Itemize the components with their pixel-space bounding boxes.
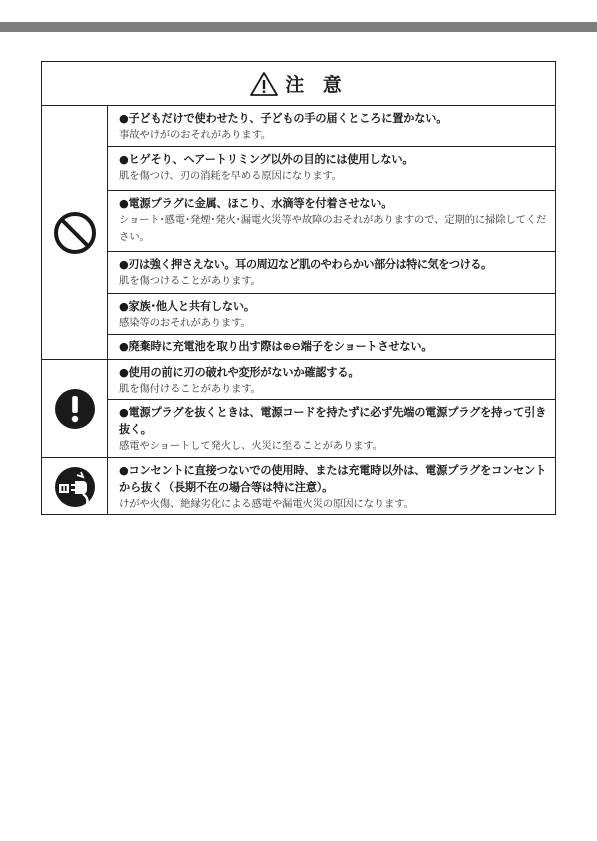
mandatory-group [42, 360, 555, 458]
list-item [108, 294, 555, 335]
item-title: ●家族･他人と共有しない。 [119, 300, 255, 313]
exclamation-mandatory-icon [53, 387, 97, 431]
unplug-group [42, 458, 555, 515]
list-item [108, 106, 555, 147]
top-gray-bar [0, 22, 597, 32]
prohibited-group [42, 106, 555, 360]
item-title: ●電源プラグに金属、ほこり、水滴等を付着させない。 [119, 197, 393, 210]
item-desc: 感電やショートして発火し、火災に至ることがあります。 [119, 440, 383, 452]
list-item [108, 252, 555, 294]
notice-header [42, 62, 555, 106]
notice-title: 注 意 [285, 74, 348, 96]
item-desc: 感染等のおそれがあります。 [119, 317, 251, 329]
warning-triangle-icon [249, 71, 279, 97]
unplug-icon [53, 465, 97, 509]
caution-notice-box [41, 61, 556, 515]
item-desc: ショート･感電･発煙･発火･漏電火災等や故障のおそれがありますので、定期的に掃除してください。 [119, 214, 547, 243]
mandatory-icon-cell [42, 360, 108, 457]
list-item [108, 335, 555, 359]
prohibition-icon [52, 210, 98, 256]
unplug-icon-cell [42, 458, 108, 515]
item-desc: 事故やけがのおそれがあります。 [119, 129, 272, 141]
item-desc: 肌を傷つけることがあります。 [119, 275, 261, 287]
list-item [108, 360, 555, 400]
list-item [108, 458, 555, 515]
item-title: ●使用の前に刃の破れや変形がないか確認する。 [119, 366, 360, 379]
list-item [108, 400, 555, 457]
list-item [108, 147, 555, 191]
item-desc: 肌を傷つけ、刃の消耗を早める原因になります。 [119, 170, 342, 182]
item-title: ●コンセントに直接つないでの使用時、または充電時以外は、電源プラグをコンセントから抜く（長期不在の場合等は特に注意）。 [119, 464, 547, 494]
item-title: ●電源プラグを抜くときは、電源コードを持たずに必ず先端の電源プラグを持って引き抜く。 [119, 406, 547, 436]
item-title: ●ヒゲそり、ヘアートリミング以外の目的には使用しない。 [119, 153, 414, 166]
item-title: ●廃棄時に充電池を取り出す際は⊕⊖端子をショートさせない。 [119, 340, 433, 353]
prohibited-icon-cell [42, 106, 108, 359]
unplug-items [108, 458, 555, 515]
item-desc: けがや火傷、絶縁劣化による感電や漏電火災の原因になります。 [119, 498, 414, 510]
item-title: ●刃は強く押さえない。耳の周辺など肌のやわらかい部分は特に気をつける。 [119, 258, 492, 271]
item-desc: 肌を傷付けることがあります。 [119, 383, 261, 395]
list-item [108, 191, 555, 252]
item-title: ●子どもだけで使わせたり、子どもの手の届くところに置かない。 [119, 112, 448, 125]
mandatory-items [108, 360, 555, 457]
notice-body [42, 106, 555, 515]
prohibited-items [108, 106, 555, 359]
